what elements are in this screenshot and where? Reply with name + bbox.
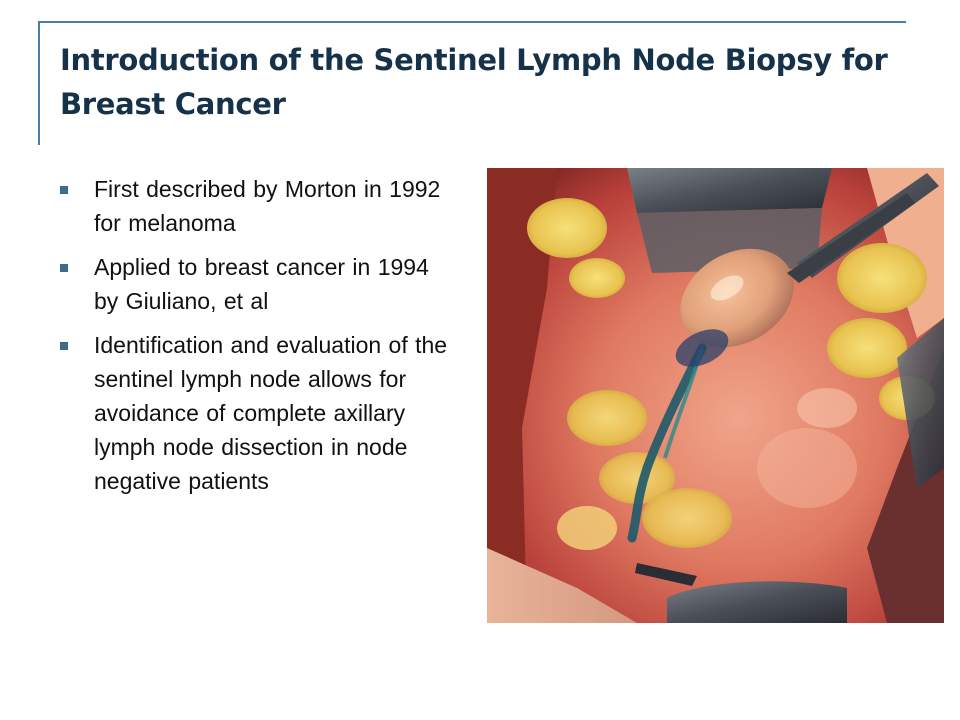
bullet-text: First described by Morton in 1992 for melanoma [94,176,441,236]
square-bullet-icon [60,264,68,272]
square-bullet-icon [60,342,68,350]
slide-title: Introduction of the Sentinel Lymph Node Biopsy for Breast Cancer [60,43,888,121]
top-accent-rule [38,21,906,23]
bullet-item [60,328,460,498]
left-accent-rule [38,21,40,145]
bullet-item [60,172,460,240]
bullet-item [60,250,460,318]
bullet-text: Applied to breast cancer in 1994 by Giuliano, et al [94,254,429,314]
square-bullet-icon [60,186,68,194]
bullet-list [60,172,460,508]
bullet-text: Identification and evaluation of the sentinel lymph node allows for avoidance of complete axillary lymph node dissection in node negative patients [94,332,448,494]
surgical-field-photo [487,168,944,623]
